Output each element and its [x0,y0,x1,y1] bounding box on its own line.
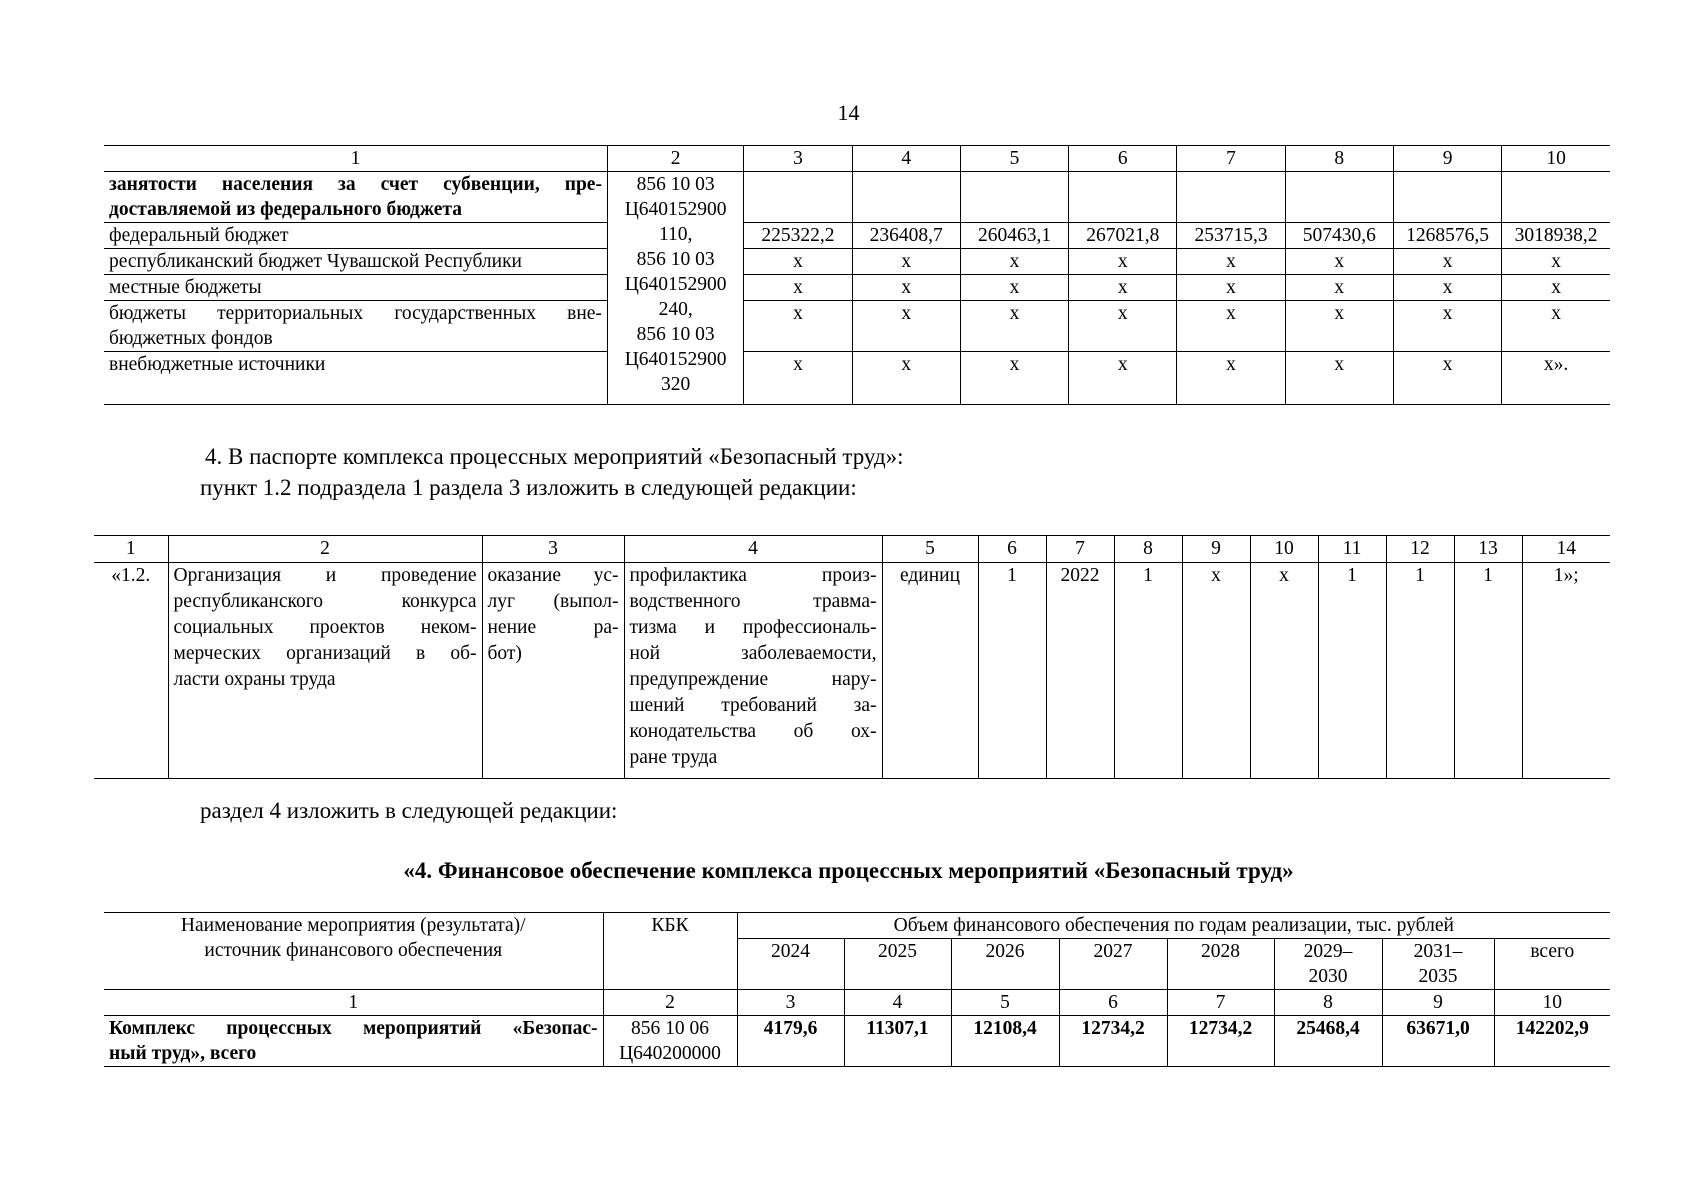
measure-description: профилактика произ- водственного травма- тизма и профессиональ- ной заболеваемости, предупреждение нару- шений требований за- конодательства об ох- ране труда [624,563,882,779]
header-cell: 7 [1046,536,1114,563]
value-cell: 507430,6 [1285,223,1393,249]
year-cell: 2026 [951,939,1059,990]
row-title: занятости населения за счет субвенции, пре- доставляемой из федерального бюджета [104,172,607,223]
header-cell: 12 [1386,536,1454,563]
header-cell: 8 [1114,536,1182,563]
header-kbk: КБК [603,913,737,990]
row-label: республиканский бюджет Чувашской Республики [104,249,607,275]
table-row [94,563,1610,779]
value-cell: 1268576,5 [1393,223,1501,249]
table-header-row [94,536,1610,563]
table-header-row [104,913,1610,939]
value-cell: х [852,249,960,275]
header-cell: 5 [960,146,1068,172]
row-label: местные бюджеты [104,275,607,301]
value-cell: х [1177,249,1285,275]
year-cell: 2029– 2030 [1274,939,1382,990]
value-cell: 1 [978,563,1046,779]
value-cell: 253715,3 [1177,223,1285,249]
year-cell: 2024 [737,939,844,990]
table-row [104,301,1610,352]
header-cell: 5 [882,536,978,563]
kbk-cell: 856 10 03 Ц640152900 110, 856 10 03 Ц640152900 240, 856 10 03 Ц640152900 320 [607,172,743,405]
header-cell: 6 [1069,146,1177,172]
value-cell: х [1285,249,1393,275]
value-cell: х [1182,563,1250,779]
value-cell: 260463,1 [960,223,1068,249]
unit-cell: единиц [882,563,978,779]
value-cell: х [1177,275,1285,301]
header-cell: 8 [1285,146,1393,172]
header-cell: 3 [744,146,852,172]
value-cell: 25468,4 [1274,1016,1382,1067]
header-name: Наименование мероприятия (результата)/ источник финансового обеспечения [104,913,603,990]
header-cell: 1 [94,536,168,563]
value-cell: х [960,275,1068,301]
table-row [104,352,1610,405]
measure-name: Организация и проведение республиканского конкурса социальных проектов неком- мерческих организаций в об- ласти охраны труда [168,563,482,779]
header-cell: 5 [951,990,1059,1016]
table-row [104,223,1610,249]
header-cell: 14 [1522,536,1610,563]
paragraph-section-4: раздел 4 изложить в следующей редакции: [200,798,618,823]
table-row [104,172,1610,223]
value-cell: х [1393,275,1501,301]
value-cell: 236408,7 [852,223,960,249]
header-cell: 4 [624,536,882,563]
subvention-funding-table [104,145,1610,405]
kbk-cell: 856 10 06 Ц640200000 [603,1016,737,1067]
table-header-row [104,146,1610,172]
value-cell: 11307,1 [844,1016,951,1067]
value-cell: х [744,301,852,352]
value-cell: х [852,275,960,301]
value-cell: 4179,6 [737,1016,844,1067]
header-volume: Объем финансового обеспечения по годам реализации, тыс. рублей [737,913,1610,939]
value-cell: х [960,352,1068,405]
value-cell: 1 [1318,563,1386,779]
value-cell: х [1250,563,1318,779]
header-cell: 4 [844,990,951,1016]
value-cell: 12734,2 [1059,1016,1167,1067]
value-cell: х [1502,301,1610,352]
header-cell: 3 [482,536,624,563]
process-measure-table [94,535,1610,779]
value-cell: х [1393,352,1501,405]
financing-table [104,912,1610,1067]
section-title: «4. Финансовое обеспечение комплекса процессных мероприятий «Безопасный труд» [403,858,1294,883]
value-cell: х [1069,275,1177,301]
value-cell: х [744,249,852,275]
value-cell: 1 [1454,563,1522,779]
header-cell: 2 [168,536,482,563]
paragraph-instruction: пункт 1.2 подраздела 1 раздела 3 изложить в следующей редакции: [200,475,857,500]
value-cell: х [1393,249,1501,275]
value-cell: х [1069,352,1177,405]
header-cell: 9 [1382,990,1494,1016]
value-cell: х [1069,249,1177,275]
header-cell: 6 [1059,990,1167,1016]
row-label: внебюджетные источники [104,352,607,405]
value-cell: х [960,301,1068,352]
value-cell: 142202,9 [1494,1016,1610,1067]
header-cell: 9 [1182,536,1250,563]
value-cell: 12108,4 [951,1016,1059,1067]
table-numbering-row [104,990,1610,1016]
year-cell: 2031– 2035 [1382,939,1494,990]
header-cell: 8 [1274,990,1382,1016]
header-cell: 9 [1393,146,1501,172]
year-cell: 2025 [844,939,951,990]
header-cell: 10 [1494,990,1610,1016]
value-cell: х [1285,301,1393,352]
value-cell: х [1502,249,1610,275]
value-cell: х [852,301,960,352]
value-cell: 225322,2 [744,223,852,249]
table-row [104,1016,1610,1067]
value-cell: 1»; [1522,563,1610,779]
header-cell: 6 [978,536,1046,563]
value-cell: х [744,275,852,301]
header-cell: 10 [1250,536,1318,563]
value-cell: 267021,8 [1069,223,1177,249]
header-cell: 2 [603,990,737,1016]
value-cell: 1 [1386,563,1454,779]
value-cell: х [960,249,1068,275]
header-cell: 2 [607,146,743,172]
row-label: федеральный бюджет [104,223,607,249]
paragraph-item-4: 4. В паспорте комплекса процессных мероприятий «Безопасный труд»: [205,444,904,469]
value-cell: х [1177,301,1285,352]
header-cell: 7 [1167,990,1274,1016]
value-cell: 3018938,2 [1502,223,1610,249]
year-cell: 2028 [1167,939,1274,990]
value-cell: х [1285,352,1393,405]
measure-type: оказание ус- луг (выпол- нение ра- бот) [482,563,624,779]
row-label: бюджеты территориальных государственных вне- бюджетных фондов [104,301,607,352]
table-row [104,249,1610,275]
value-cell: 2022 [1046,563,1114,779]
header-cell: 3 [737,990,844,1016]
row-label: Комплекс процессных мероприятий «Безопас- ный труд», всего [104,1016,603,1067]
header-cell: 1 [104,990,603,1016]
value-cell: х [1177,352,1285,405]
value-cell: х [852,352,960,405]
header-cell: 7 [1177,146,1285,172]
value-cell: х [1285,275,1393,301]
value-cell: х». [1502,352,1610,405]
value-cell: х [1502,275,1610,301]
year-cell: 2027 [1059,939,1167,990]
item-number: «1.2. [94,563,168,779]
value-cell: х [1069,301,1177,352]
value-cell: х [1393,301,1501,352]
header-cell: 13 [1454,536,1522,563]
value-cell: 1 [1114,563,1182,779]
header-cell: 10 [1502,146,1610,172]
year-cell: всего [1494,939,1610,990]
page-number: 14 [837,100,860,125]
header-cell: 1 [104,146,607,172]
value-cell: 12734,2 [1167,1016,1274,1067]
header-cell: 11 [1318,536,1386,563]
table-row [104,275,1610,301]
header-cell: 4 [852,146,960,172]
value-cell: 63671,0 [1382,1016,1494,1067]
value-cell: х [744,352,852,405]
